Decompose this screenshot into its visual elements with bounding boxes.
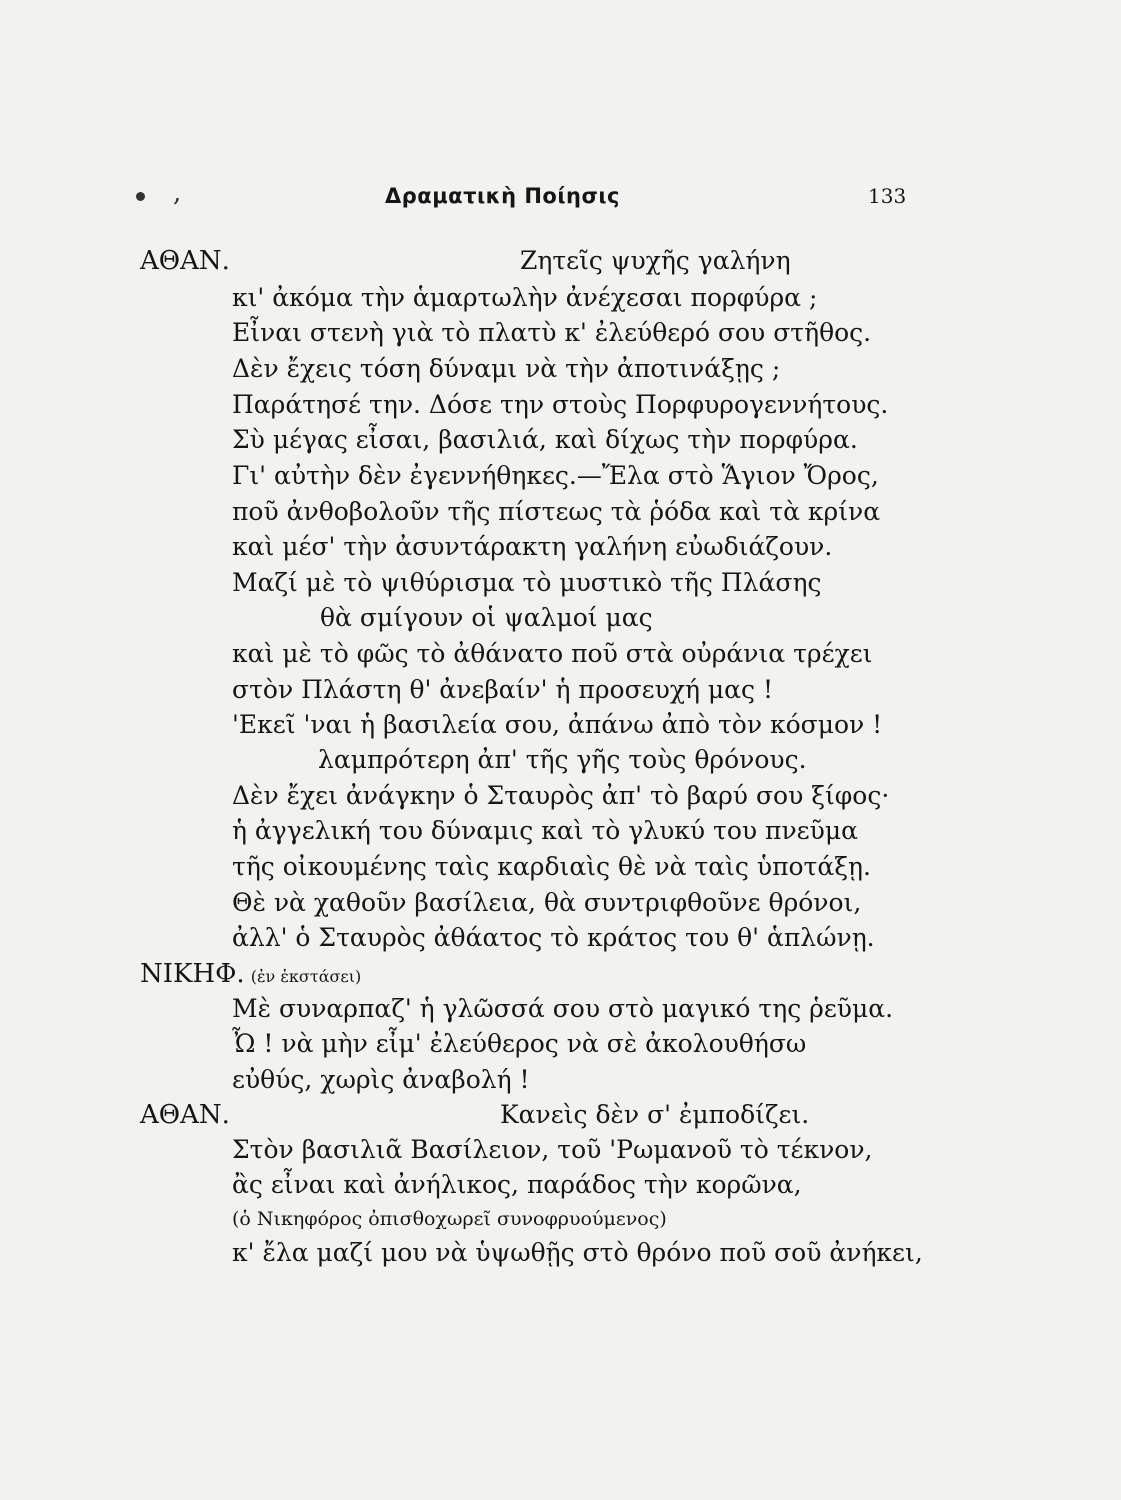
ink-spot xyxy=(136,192,145,201)
page-number: 133 xyxy=(868,184,907,208)
speaker-athan: ΑΘΑΝ. xyxy=(140,1100,230,1130)
verse-line: Ὦ ! νὰ μὴν εἶμ' ἐλεύθερος νὰ σὲ ἀκολουθήσω xyxy=(232,1029,807,1058)
verse-line: ἀλλ' ὁ Σταυρὸς ἀθάατος τὸ κράτος του θ' ἁπλώνῃ. xyxy=(232,923,875,952)
verse-line: καὶ μέσ' τὴν ἀσυντάρακτη γαλήνη εὐωδιάζουν. xyxy=(232,532,833,561)
verse-line: στὸν Πλάστη θ' ἀνεβαίν' ἡ προσευχή μας ! xyxy=(232,675,774,704)
verse-line: ποῦ ἀνθοβολοῦν τῆς πίστεως τὰ ῥόδα καὶ τὰ κρίνα xyxy=(232,497,881,526)
verse-line: Θὲ νὰ χαθοῦν βασίλεια, θὰ συντριφθοῦνε θρόνοι, xyxy=(232,888,862,917)
verse-line: 'Εκεῖ 'ναι ἡ βασιλεία σου, ἀπάνω ἀπὸ τὸν κόσμον ! xyxy=(232,710,883,739)
verse-line: καὶ μὲ τὸ φῶς τὸ ἀθάνατο ποῦ στὰ οὐράνια τρέχει xyxy=(232,639,873,668)
verse-line: Εἶναι στενὴ γιὰ τὸ πλατὺ κ' ἐλεύθερό σου στῆθος. xyxy=(232,318,872,347)
verse-line: Γι' αὐτὴν δὲν ἐγεννήθηκες.—Ἔλα στὸ Ἅγιον Ὄρος, xyxy=(232,461,879,490)
verse-line: Μαζί μὲ τὸ ψιθύρισμα τὸ μυστικὸ τῆς Πλάσης xyxy=(232,568,822,597)
speaker-line xyxy=(140,957,361,994)
verse-line: ἡ ἀγγελική του δύναμις καὶ τὸ γλυκύ του πνεῦμα xyxy=(232,816,858,845)
verse-line: εὐθύς, χωρὶς ἀναβολή ! xyxy=(232,1065,530,1094)
verse-line: θὰ σμίγουν οἱ ψαλμοί μας xyxy=(320,603,653,632)
verse-line: Στὸν βασιλιᾶ Βασίλειον, τοῦ 'Ρωμανοῦ τὸ τέκνον, xyxy=(232,1135,873,1164)
running-title: Δραματικὴ Ποίησις xyxy=(385,184,620,208)
verse-line: ἂς εἶναι καὶ ἀνήλικος, παράδος τὴν κορῶνα, xyxy=(232,1170,802,1199)
verse-line: Κανεὶς δὲν σ' ἐμποδίζει. xyxy=(500,1100,810,1129)
verse-line: τῆς οἰκουμένης ταὶς καρδιαὶς θὲ νὰ ταὶς ὑποτάξῃ. xyxy=(232,852,871,881)
speaker-athan: ΑΘΑΝ. xyxy=(140,246,230,276)
speaker-nikif: ΝΙΚΗΦ. xyxy=(140,959,245,989)
verse-line: κι' ἀκόμα τὴν ἁμαρτωλὴν ἀνέχεσαι πορφύρα ; xyxy=(232,283,818,312)
verse-line: Δὲν ἔχεις τόση δύναμι νὰ τὴν ἀποτινάξῃς ; xyxy=(232,354,781,383)
verse-line: Μὲ συναρπαζ' ἡ γλῶσσά σου στὸ μαγικό της ῥεῦμα. xyxy=(232,994,894,1023)
verse-line: Δὲν ἔχει ἀνάγκην ὁ Σταυρὸς ἀπ' τὸ βαρύ σου ξίφος· xyxy=(232,781,890,810)
verse-line: κ' ἔλα μαζί μου νὰ ὑψωθῇς στὸ θρόνο ποῦ σοῦ ἀνήκει, xyxy=(232,1238,923,1267)
verse-line: Ζητεῖς ψυχῆς γαλήνη xyxy=(520,246,791,275)
verse-line: λαμπρότερη ἀπ' τῆς γῆς τοὺς θρόνους. xyxy=(318,745,807,774)
stage-direction: (ὁ Νικηφόρος ὀπισθοχωρεῖ συνοφρυούμενος) xyxy=(232,1208,667,1230)
stage-direction: (ἐν ἐκστάσει) xyxy=(250,967,362,986)
stray-mark: , xyxy=(173,178,182,208)
verse-line: Σὺ μέγας εἶσαι, βασιλιά, καὶ δίχως τὴν πορφύρα. xyxy=(232,425,858,454)
verse-line: Παράτησέ την. Δόσε την στοὺς Πορφυρογεννήτους. xyxy=(232,390,889,419)
